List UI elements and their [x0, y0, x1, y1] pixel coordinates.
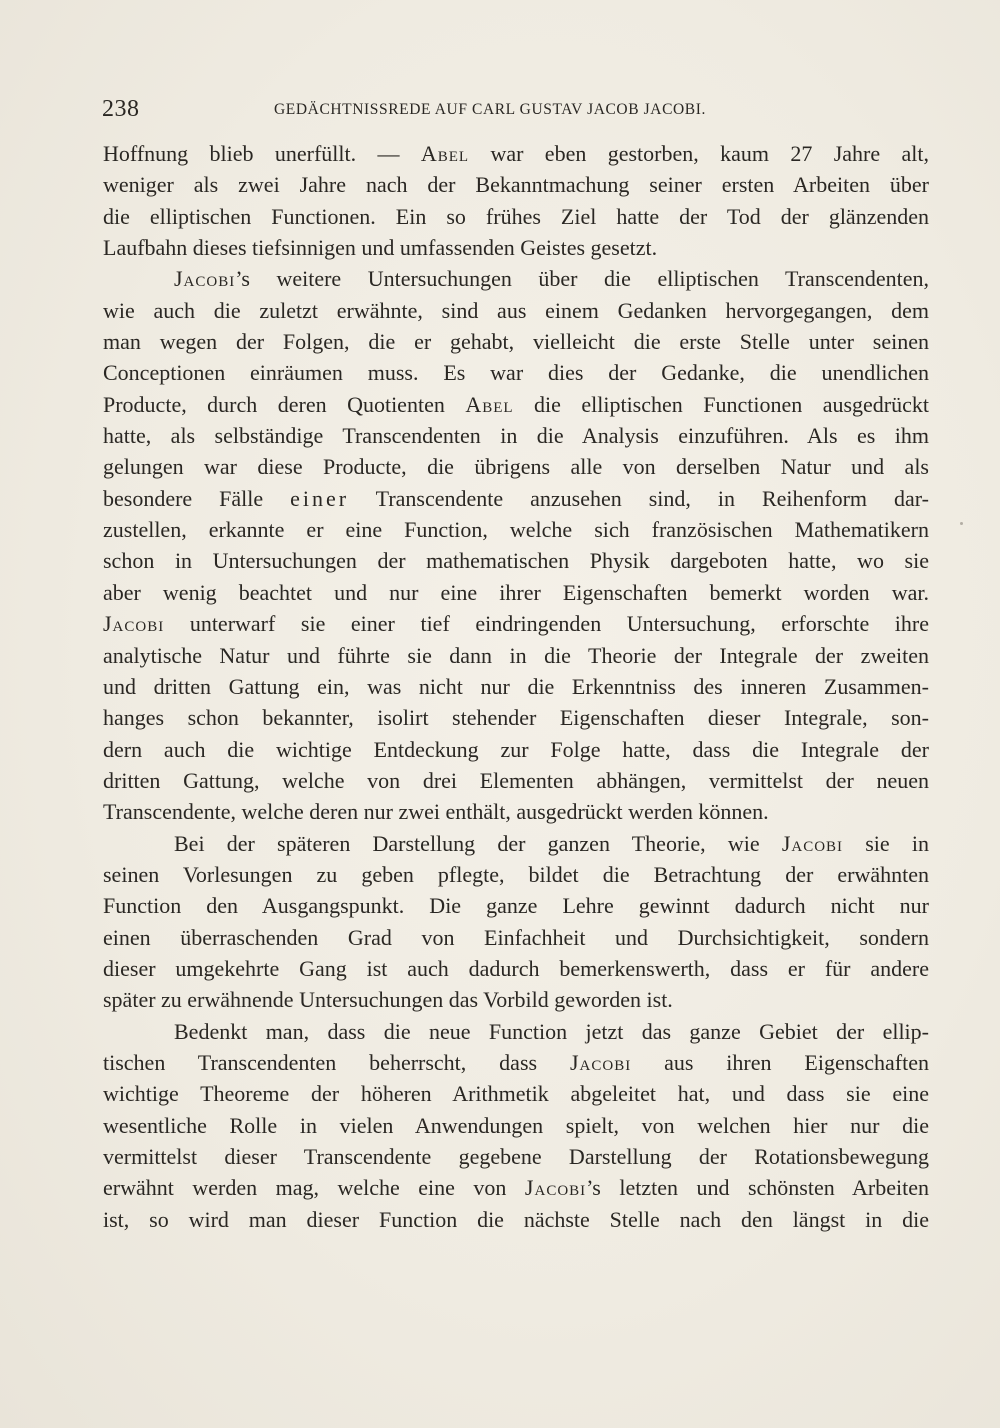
- name-jacobi: Jacobi: [524, 1175, 587, 1201]
- text-line: Jacobi unterwarf sie einer tief eindringenden Untersuchung, erforschte ihre: [103, 611, 929, 637]
- name-jacobi: Jacobi: [569, 1049, 632, 1075]
- text-line: Producte, durch deren Quotienten Abel die elliptischen Functionen ausgedrückt: [103, 391, 930, 417]
- name-jacobi: Jacobi: [174, 266, 236, 292]
- text-line: Hoffnung blieb unerfüllt. — Abel war eben gestorben, kaum 27 Jahre alt,: [103, 141, 929, 166]
- text-line: hanges schon bekannter, isolirt stehender Eigenschaften dieser Integrale, son-: [103, 705, 929, 731]
- text-line: aber wenig beachtet und nur eine ihrer Eigenschaften bemerkt worden war.: [103, 579, 929, 605]
- text-line: gelungen war diese Producte, die übrigens alle von derselben Natur und als: [103, 454, 929, 480]
- text-line: erwähnt werden mag, welche eine von Jacobi’s letzten und schönsten Arbeiten: [103, 1175, 929, 1201]
- text-line: man wegen der Folgen, die er gehabt, vielleicht die erste Stelle unter seinen: [103, 329, 929, 355]
- text-line: später zu erwähnende Untersuchungen das Vorbild geworden ist.: [103, 987, 673, 1013]
- text-line: dern auch die wichtige Entdeckung zur Folge hatte, dass die Integrale der: [103, 736, 929, 762]
- running-head: GEDÄCHTNISSREDE AUF CARL GUSTAV JACOB JACOBI.: [274, 101, 706, 118]
- text-line: zustellen, erkannte er eine Function, welche sich französischen Mathematikern: [103, 517, 929, 543]
- text-line: dritten Gattung, welche von drei Elementen abhängen, vermittelst der neuen: [103, 767, 929, 793]
- text-line: vermittelst dieser Transcendente gegebene Darstellung der Rotationsbewegung: [103, 1144, 929, 1169]
- text-line: schon in Untersuchungen der mathematischen Physik dargeboten hatte, wo sie: [103, 548, 929, 574]
- page-header: [102, 96, 930, 126]
- text-line: hatte, als selbständige Transcendenten in die Analysis einzuführen. Als es ihm: [103, 423, 929, 449]
- name-abel: Abel: [465, 391, 514, 417]
- text-line: die elliptischen Functionen. Ein so frühes Ziel hatte der Tod der glänzenden: [103, 203, 929, 229]
- page-number: 238: [102, 96, 140, 122]
- text-line: besondere Fälle einer Transcendente anzusehen sind, in Reihenform dar-: [103, 485, 929, 511]
- text-line: dieser umgekehrte Gang ist auch dadurch bemerkenswerth, dass er für andere: [103, 955, 929, 981]
- text-line: analytische Natur und führte sie dann in die Theorie der Integrale der zweiten: [103, 642, 929, 668]
- text-line: Transcendente, welche deren nur zwei enthält, ausgedrückt werden können.: [103, 799, 769, 825]
- paper-speck: [960, 522, 963, 525]
- text-line: wesentliche Rolle in vielen Anwendungen spielt, von welchen hier nur die: [103, 1112, 929, 1138]
- text-line: einen überraschenden Grad von Einfachheit und Durchsichtigkeit, sondern: [103, 924, 929, 950]
- name-jacobi: Jacobi: [103, 611, 165, 637]
- text-line: tischen Transcendenten beherrscht, dass Jacobi aus ihren Eigenschaften: [103, 1049, 930, 1075]
- text-line: und dritten Gattung ein, was nicht nur die Erkenntniss des inneren Zusammen-: [103, 673, 929, 699]
- text-line: seinen Vorlesungen zu geben pflegte, bildet die Betrachtung der erwähnten: [103, 861, 929, 887]
- name-jacobi: Jacobi: [781, 830, 844, 856]
- text-line: wie auch die zuletzt erwähnte, sind aus einem Gedanken hervorgegangen, dem: [103, 297, 929, 323]
- name-abel: Abel: [420, 141, 470, 166]
- spaced-word: einer: [290, 485, 350, 511]
- text-line: Jacobi’s weitere Untersuchungen über die elliptischen Transcendenten,: [174, 266, 929, 292]
- text-line: Bedenkt man, dass die neue Function jetzt das ganze Gebiet der ellip-: [174, 1018, 929, 1044]
- text-line: Function den Ausgangspunkt. Die ganze Lehre gewinnt dadurch nicht nur: [103, 893, 929, 919]
- text-line: Conceptionen einräumen muss. Es war dies der Gedanke, die unendlichen: [103, 360, 929, 386]
- text-line: Laufbahn dieses tiefsinnigen und umfassenden Geistes gesetzt.: [103, 235, 658, 261]
- text-line: weniger als zwei Jahre nach der Bekanntmachung seiner ersten Arbeiten über: [103, 172, 929, 198]
- text-line: ist, so wird man dieser Function die nächste Stelle nach den längst in die: [103, 1206, 929, 1232]
- text-line: wichtige Theoreme der höheren Arithmetik abgeleitet hat, und dass sie eine: [103, 1081, 929, 1107]
- text-line: Bei der späteren Darstellung der ganzen Theorie, wie Jacobi sie in: [174, 830, 929, 856]
- body-text: [103, 138, 929, 1235]
